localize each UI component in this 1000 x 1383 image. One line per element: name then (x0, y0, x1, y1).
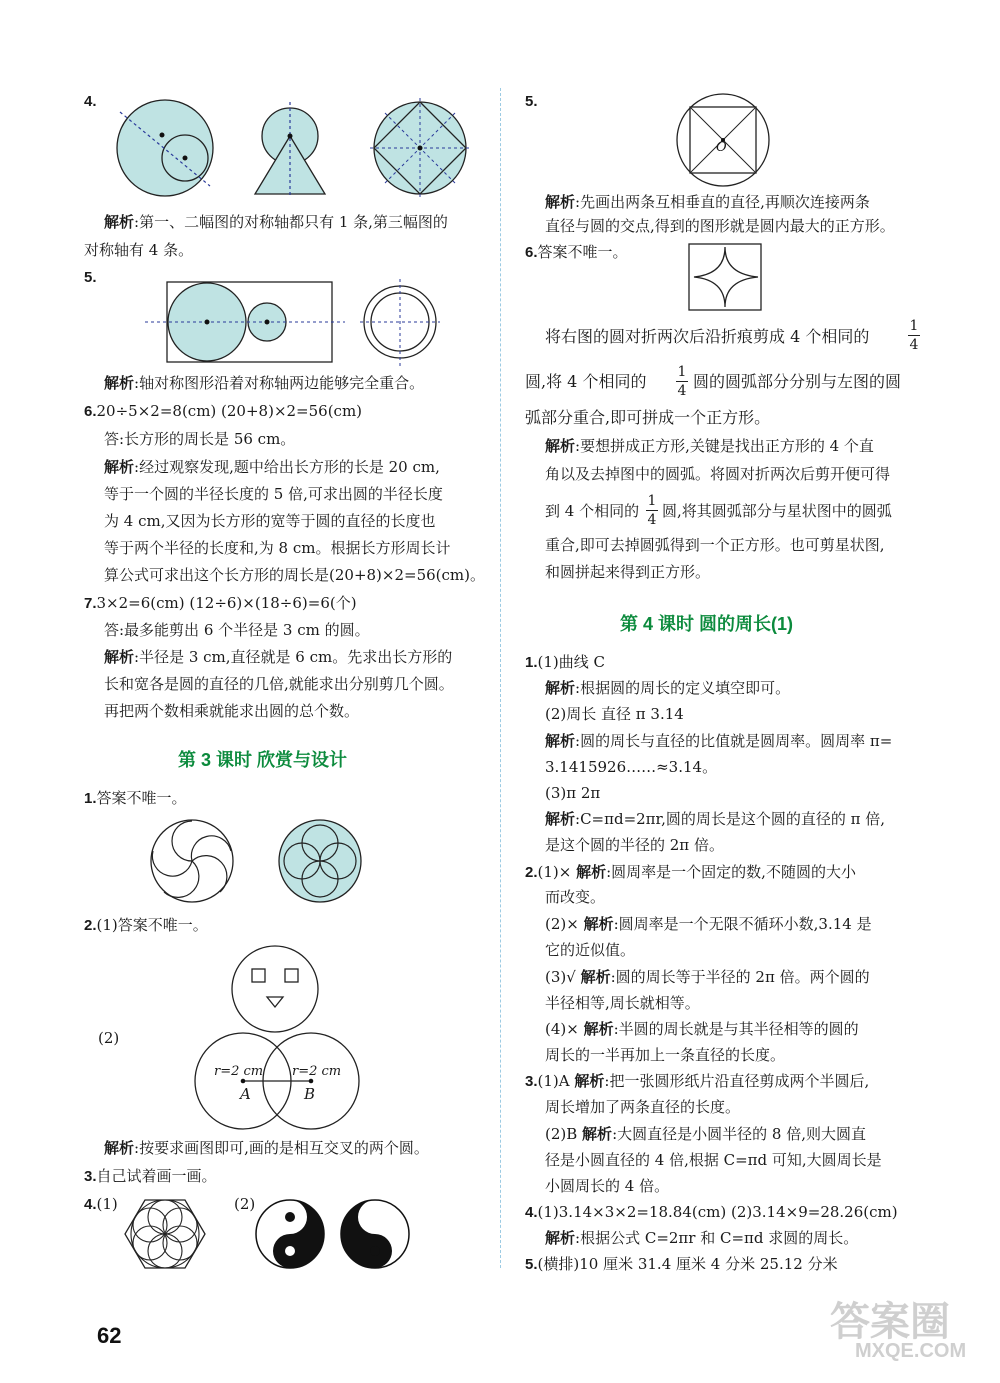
r3-l2c: 径是小圆直径的 4 倍,根据 C=πd 可知,大圆周长是 (545, 1151, 882, 1169)
q7-analysis: 解析:半径是 3 cm,直径就是 6 cm。先求出长方形的 (104, 648, 453, 666)
l2-analysis: 解析:按要求画图即可,画的是相互交叉的两个圆。 (104, 1139, 429, 1157)
r1-analysis-3b: 是这个圆的半径的 2π 倍。 (545, 836, 724, 854)
l2-sub2: (2) (98, 1029, 120, 1047)
column-divider (500, 88, 501, 1268)
r-q6-star-figure (688, 243, 764, 311)
lesson4-heading: 第 4 课时 圆的周长(1) (620, 614, 794, 634)
r-q6-fraction-3: 1 4 (647, 493, 657, 528)
q6-analysis-2: 等于一个圆的半径长度的 5 倍,可求出圆的半径长度 (104, 485, 443, 503)
r1-p1: 1.(1)曲线 C (525, 653, 606, 671)
r-q6-p2a: 圆,将 4 个相同的 (525, 372, 647, 391)
r4-analysis: 解析:根据公式 C=2πr 和 C=πd 求圆的周长。 (545, 1229, 859, 1247)
l4-line: 4.(1) (84, 1195, 118, 1213)
r2-l4: (4)× 解析:半圆的周长就是与其半径相等的圆的 (545, 1020, 859, 1038)
r-q6-analysis-2: 角以及去掉图中的圆弧。将圆对折两次后剪开便可得 (545, 465, 891, 483)
r2-l2: (2)× 解析:圆周率是一个无限不循环小数,3.14 是 (545, 915, 872, 933)
r2-l1: 2.(1)× 解析:圆周率是一个固定的数,不随圆的大小 (525, 863, 856, 881)
r-q6-p3: 弧部分重合,即可拼成一个正方形。 (525, 408, 771, 427)
r4-line: 4.(1)3.14×3×2=18.84(cm) (2)3.14×9=28.26(cm) (525, 1203, 898, 1221)
q7-answer: 答:最多能剪出 6 个半径是 3 cm 的圆。 (104, 621, 370, 639)
q6-analysis: 解析:经过观察发现,题中给出长方形的长是 20 cm, (104, 458, 440, 476)
l2-line: 2.(1)答案不唯一。 (84, 916, 208, 934)
q7-line1: 7.3×2=6(cm) (12÷6)×(18÷6)=6(个) (84, 594, 357, 612)
watermark-url: MXQE.COM (855, 1340, 967, 1362)
r-q6-analysis-3a: 到 4 个相同的 (545, 502, 640, 520)
r1-analysis-3: 解析:C=πd=2πr,圆的周长是这个圆的直径的 π 倍, (545, 810, 885, 828)
q5-analysis: 解析:轴对称图形沿着对称轴两边能够完全重合。 (104, 374, 425, 392)
q7-analysis-2: 长和宽各是圆的直径的几倍,就能求出分别剪几个圆。 (104, 675, 454, 693)
watermark-logo: 答案圈 (830, 1300, 950, 1344)
r1-analysis-1: 解析:根据圆的周长的定义填空即可。 (545, 679, 791, 697)
l4-sub2: (2) (234, 1195, 256, 1213)
q4-number: 4. (84, 93, 97, 110)
l2-point-a: A (240, 1085, 251, 1103)
l4-figures (125, 1196, 415, 1276)
q4-analysis: 解析:第一、二幅图的对称轴都只有 1 条,第三幅图的 (104, 213, 448, 231)
q5-number: 5. (84, 269, 97, 286)
r1-p3: (3)π 2π (545, 784, 601, 802)
page-number: 62 (97, 1323, 122, 1348)
q4-analysis-cont: 对称轴有 4 条。 (84, 241, 194, 259)
r1-analysis-2b: 3.1415926……≈3.14。 (545, 758, 718, 776)
q7-analysis-3: 再把两个数相乘就能求出圆的总个数。 (104, 702, 360, 720)
r2-l2c: 它的近似值。 (545, 941, 636, 959)
r2-l1c: 而改变。 (545, 888, 606, 906)
r-q6-line: 6.答案不唯一。 (525, 243, 628, 261)
r-q5-analysis-2: 直径与圆的交点,得到的图形就是圆内最大的正方形。 (545, 217, 895, 235)
r2-l4c: 周长的一半再加上一条直径的长度。 (545, 1046, 786, 1064)
q5-figures (145, 274, 445, 370)
q6-analysis-5: 算公式可求出这个长方形的周长是(20+8)×2=56(cm)。 (104, 566, 486, 584)
r-q6-p1: 将右图的圆对折两次后沿折痕剪成 4 个相同的 (545, 327, 870, 346)
l2-face (230, 944, 320, 1034)
r-q5-center-label: O (716, 140, 727, 155)
r5-line: 5.(横排)10 厘米 31.4 厘米 4 分米 25.12 分米 (525, 1255, 838, 1273)
r-q6-fraction-1: 1 4 (909, 318, 919, 353)
r-q6-analysis-4: 重合,即可去掉圆弧得到一个正方形。也可剪星状图, (545, 536, 885, 554)
l2-radius-right: r=2 cm (292, 1064, 342, 1079)
r3-l2: (2)B 解析:大圆直径是小圆半径的 8 倍,则大圆直 (545, 1125, 866, 1143)
r-q6-p2b: 圆的圆弧部分分别与左图的圆 (693, 372, 902, 391)
r-q5-analysis: 解析:先画出两条互相垂直的直径,再顺次连接两条 (545, 193, 870, 211)
q6-analysis-3: 为 4 cm,又因为长方形的宽等于圆的直径的长度也 (104, 512, 436, 530)
lesson3-heading: 第 3 课时 欣赏与设计 (178, 750, 348, 770)
r-q6-fraction-2: 1 4 (677, 364, 687, 399)
q4-figures (110, 98, 450, 198)
q6-analysis-4: 等于两个半径的长度和,为 8 cm。根据长方形周长计 (104, 539, 451, 557)
r-q6-analysis-5: 和圆拼起来得到正方形。 (545, 563, 711, 581)
r3-l1c: 周长增加了两条直径的长度。 (545, 1098, 741, 1116)
l1-line: 1.答案不唯一。 (84, 789, 187, 807)
r-q6-analysis-3b: 圆,将其圆弧部分与星状图中的圆弧 (662, 502, 892, 520)
r1-analysis-2: 解析:圆的周长与直径的比值就是圆周率。圆周率 π= (545, 732, 893, 750)
q6-line1: 6.20÷5×2=8(cm) (20+8)×2=56(cm) (84, 402, 363, 420)
q6-answer: 答:长方形的周长是 56 cm。 (104, 430, 296, 448)
r2-l3c: 半径相等,周长就相等。 (545, 994, 700, 1012)
r3-l2d: 小圆周长的 4 倍。 (545, 1177, 670, 1195)
l1-figures (150, 818, 370, 908)
r-q5-number: 5. (525, 93, 538, 110)
l3-line: 3.自己试着画一画。 (84, 1167, 217, 1185)
r-q6-analysis: 解析:要想拼成正方形,关键是找出正方形的 4 个直 (545, 437, 874, 455)
l2-radius-left: r=2 cm (214, 1064, 264, 1079)
r1-p2: (2)周长 直径 π 3.14 (545, 705, 684, 723)
l2-point-b: B (304, 1085, 316, 1103)
r2-l3: (3)√ 解析:圆的周长等于半径的 2π 倍。两个圆的 (545, 968, 870, 986)
r3-l1: 3.(1)A 解析:把一张圆形纸片沿直径剪成两个半圆后, (525, 1072, 870, 1090)
